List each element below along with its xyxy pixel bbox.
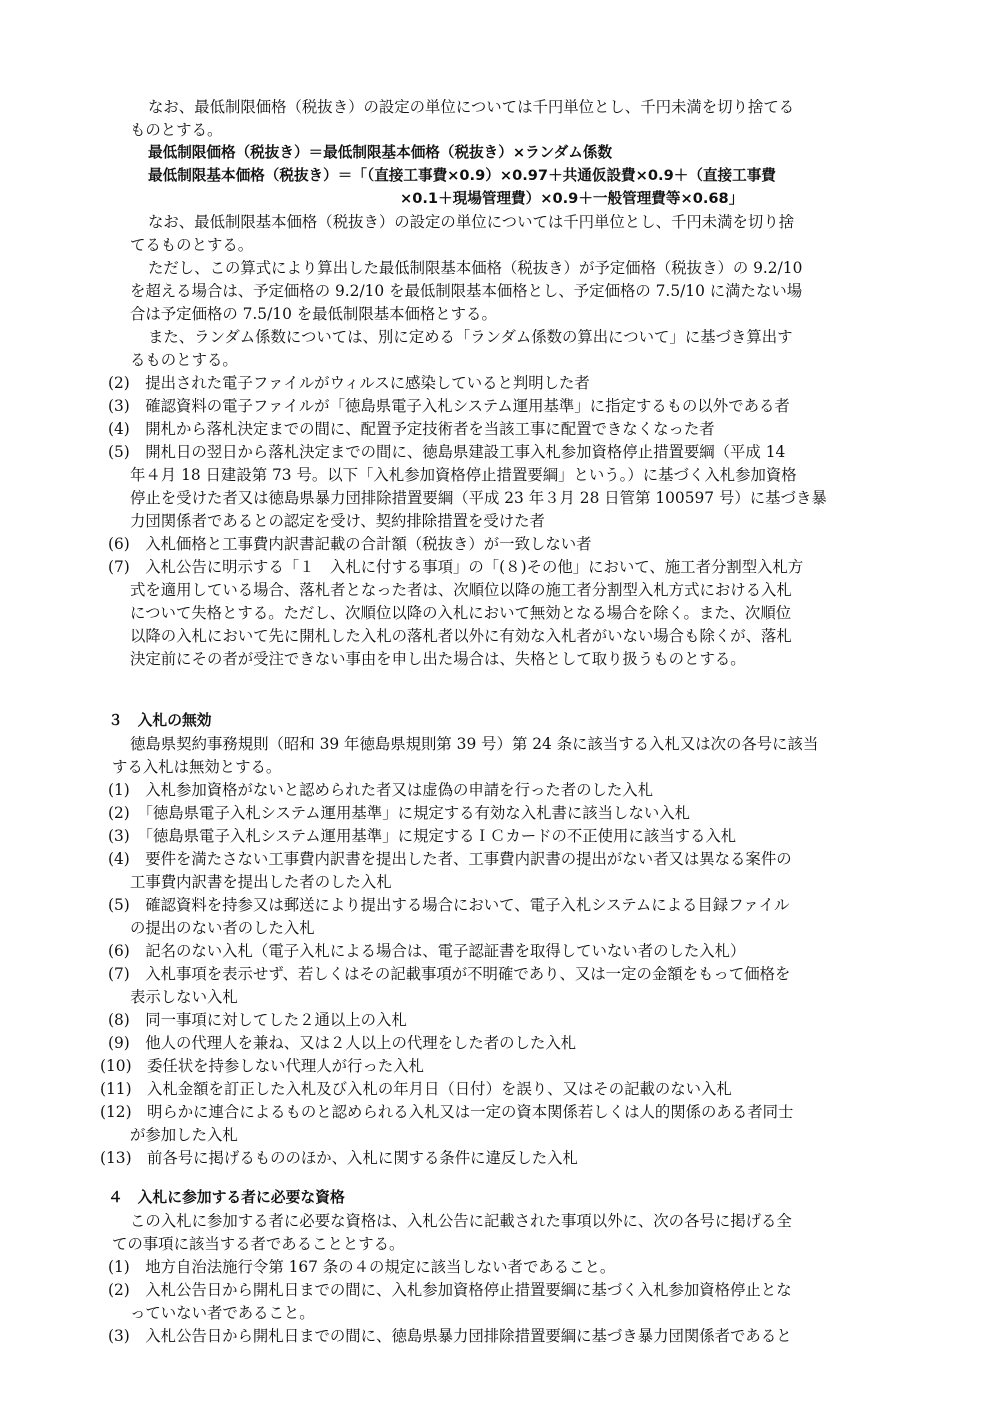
section-heading: ４ 入札に参加する者に必要な資格: [108, 1189, 345, 1206]
text-line: (3) 確認資料の電子ファイルが「徳島県電子入札システム運用基準」に指定するもの以外である者: [108, 397, 790, 415]
text-line: (4) 開札から落札決定までの間に、配置予定技術者を当該工事に配置できなくなった者: [108, 420, 715, 438]
text-line: (10) 委任状を持参しない代理人が行った入札: [100, 1057, 425, 1075]
text-line: (1) 地方自治法施行令第 167 条の４の規定に該当しない者であること。: [108, 1258, 616, 1276]
text-line: (13) 前各号に掲げるもののほか、入札に関する条件に違反した入札: [100, 1149, 578, 1167]
text-line: なお、最低制限基本価格（税抜き）の設定の単位については千円単位とし、千円未満を切り捨: [148, 213, 795, 231]
text-line: ただし、この算式により算出した最低制限基本価格（税抜き）が予定価格（税抜き）の 9.2/10: [148, 259, 803, 277]
text-line: 年４月 18 日建設第 73 号。以下「入札参加資格停止措置要綱」という。）に基づく入札参加資格: [130, 466, 797, 484]
text-line: るものとする。: [130, 351, 238, 369]
text-line: (1) 入札参加資格がないと認められた者又は虚偽の申請を行った者のした入札: [108, 781, 654, 799]
text-line: 工事費内訳書を提出した者のした入札: [130, 873, 392, 891]
text-line: てるものとする。: [130, 236, 254, 254]
text-line: (2) 入札公告日から開札日までの間に、入札参加資格停止措置要綱に基づく入札参加資格停止とな: [108, 1281, 792, 1299]
formula-line: ×0.1＋現場管理費）×0.9＋一般管理費等×0.68」: [400, 190, 744, 207]
section-heading: ３ 入札の無効: [108, 712, 212, 729]
text-line: (3) 入札公告日から開札日までの間に、徳島県暴力団排除措置要綱に基づき暴力団関係者であると: [108, 1327, 792, 1345]
text-line: (4) 要件を満たさない工事費内訳書を提出した者、工事費内訳書の提出がない者又は異なる案件の: [108, 850, 792, 868]
text-line: 徳島県契約事務規則（昭和 39 年徳島県規則第 39 号）第 24 条に該当する入札又は次の各号に該当: [130, 735, 819, 753]
text-line: っていない者であること。: [130, 1304, 315, 1322]
text-line: (9) 他人の代理人を兼ね、又は２人以上の代理をした者のした入札: [108, 1034, 577, 1052]
text-line: 表示しない入札: [130, 988, 238, 1006]
text-line: 決定前にその者が受注できない事由を申し出た場合は、失格として取り扱うものとする。: [130, 650, 746, 668]
text-line: ものとする。: [130, 121, 223, 139]
text-line: (5) 確認資料を持参又は郵送により提出する場合において、電子入札システムによる目録ファイル: [108, 896, 790, 914]
text-line: について失格とする。ただし、次順位以降の入札において無効となる場合を除く。また、次順位: [130, 604, 792, 622]
text-line: なお、最低制限価格（税抜き）の設定の単位については千円単位とし、千円未満を切り捨てる: [148, 98, 795, 116]
text-line: 合は予定価格の 7.5/10 を最低制限基本価格とする。: [130, 305, 497, 323]
text-line: (5) 開札日の翌日から落札決定までの間に、徳島県建設工事入札参加資格停止措置要綱（平成 14: [108, 443, 786, 461]
text-line: する入札は無効とする。: [112, 758, 282, 776]
formula-line: 最低制限価格（税抜き）＝最低制限基本価格（税抜き）×ランダム係数: [148, 144, 613, 161]
text-line: を超える場合は、予定価格の 9.2/10 を最低制限基本価格とし、予定価格の 7.5/10 に満たない場: [130, 282, 803, 300]
text-line: この入札に参加する者に必要な資格は、入札公告に記載された事項以外に、次の各号に掲げる全: [130, 1212, 792, 1230]
text-line: (7) 入札公告に明示する「１ 入札に付する事項」の「(８)その他」において、施工者分割型入札方: [108, 558, 804, 576]
text-line: また、ランダム係数については、別に定める「ランダム係数の算出について」に基づき算出す: [148, 328, 793, 346]
text-line: 力団関係者であるとの認定を受け、契約排除措置を受けた者: [130, 512, 545, 530]
text-line: 以降の入札において先に開札した入札の落札者以外に有効な入札者がいない場合も除くが、落札: [130, 627, 792, 645]
text-line: 停止を受けた者又は徳島県暴力団排除措置要綱（平成 23 年３月 28 日管第 100597 号）に基づき暴: [130, 489, 827, 507]
text-line: の提出のない者のした入札: [130, 919, 315, 937]
text-line: 式を適用している場合、落札者となった者は、次順位以降の施工者分割型入札方式における入札: [130, 581, 792, 599]
text-line: (8) 同一事項に対してした２通以上の入札: [108, 1011, 407, 1029]
text-line: (12) 明らかに連合によるものと認められる入札又は一定の資本関係若しくは人的関係のある者同士: [100, 1103, 794, 1121]
formula-line: 最低制限基本価格（税抜き）＝「（直接工事費×0.9）×0.97＋共通仮設費×0.9＋（直接工事費: [148, 167, 776, 184]
text-line: ての事項に該当する者であることとする。: [112, 1235, 405, 1253]
text-line: (6) 記名のない入札（電子入札による場合は、電子認証書を取得していない者のした入札）: [108, 942, 746, 960]
text-line: (2) 提出された電子ファイルがウィルスに感染していると判明した者: [108, 374, 590, 392]
text-line: が参加した入札: [130, 1126, 238, 1144]
text-line: (6) 入札価格と工事費内訳書記載の合計額（税抜き）が一致しない者: [108, 535, 592, 553]
text-line: (11) 入札金額を訂正した入札及び入札の年月日（日付）を誤り、又はその記載のない入札: [100, 1080, 732, 1098]
text-line: (2) 「徳島県電子入札システム運用基準」に規定する有効な入札書に該当しない入札: [108, 804, 691, 822]
text-line: (3) 「徳島県電子入札システム運用基準」に規定するＩＣカードの不正使用に該当する入札: [108, 827, 737, 845]
text-line: (7) 入札事項を表示せず、若しくはその記載事項が不明確であり、又は一定の金額をもって価格を: [108, 965, 791, 983]
